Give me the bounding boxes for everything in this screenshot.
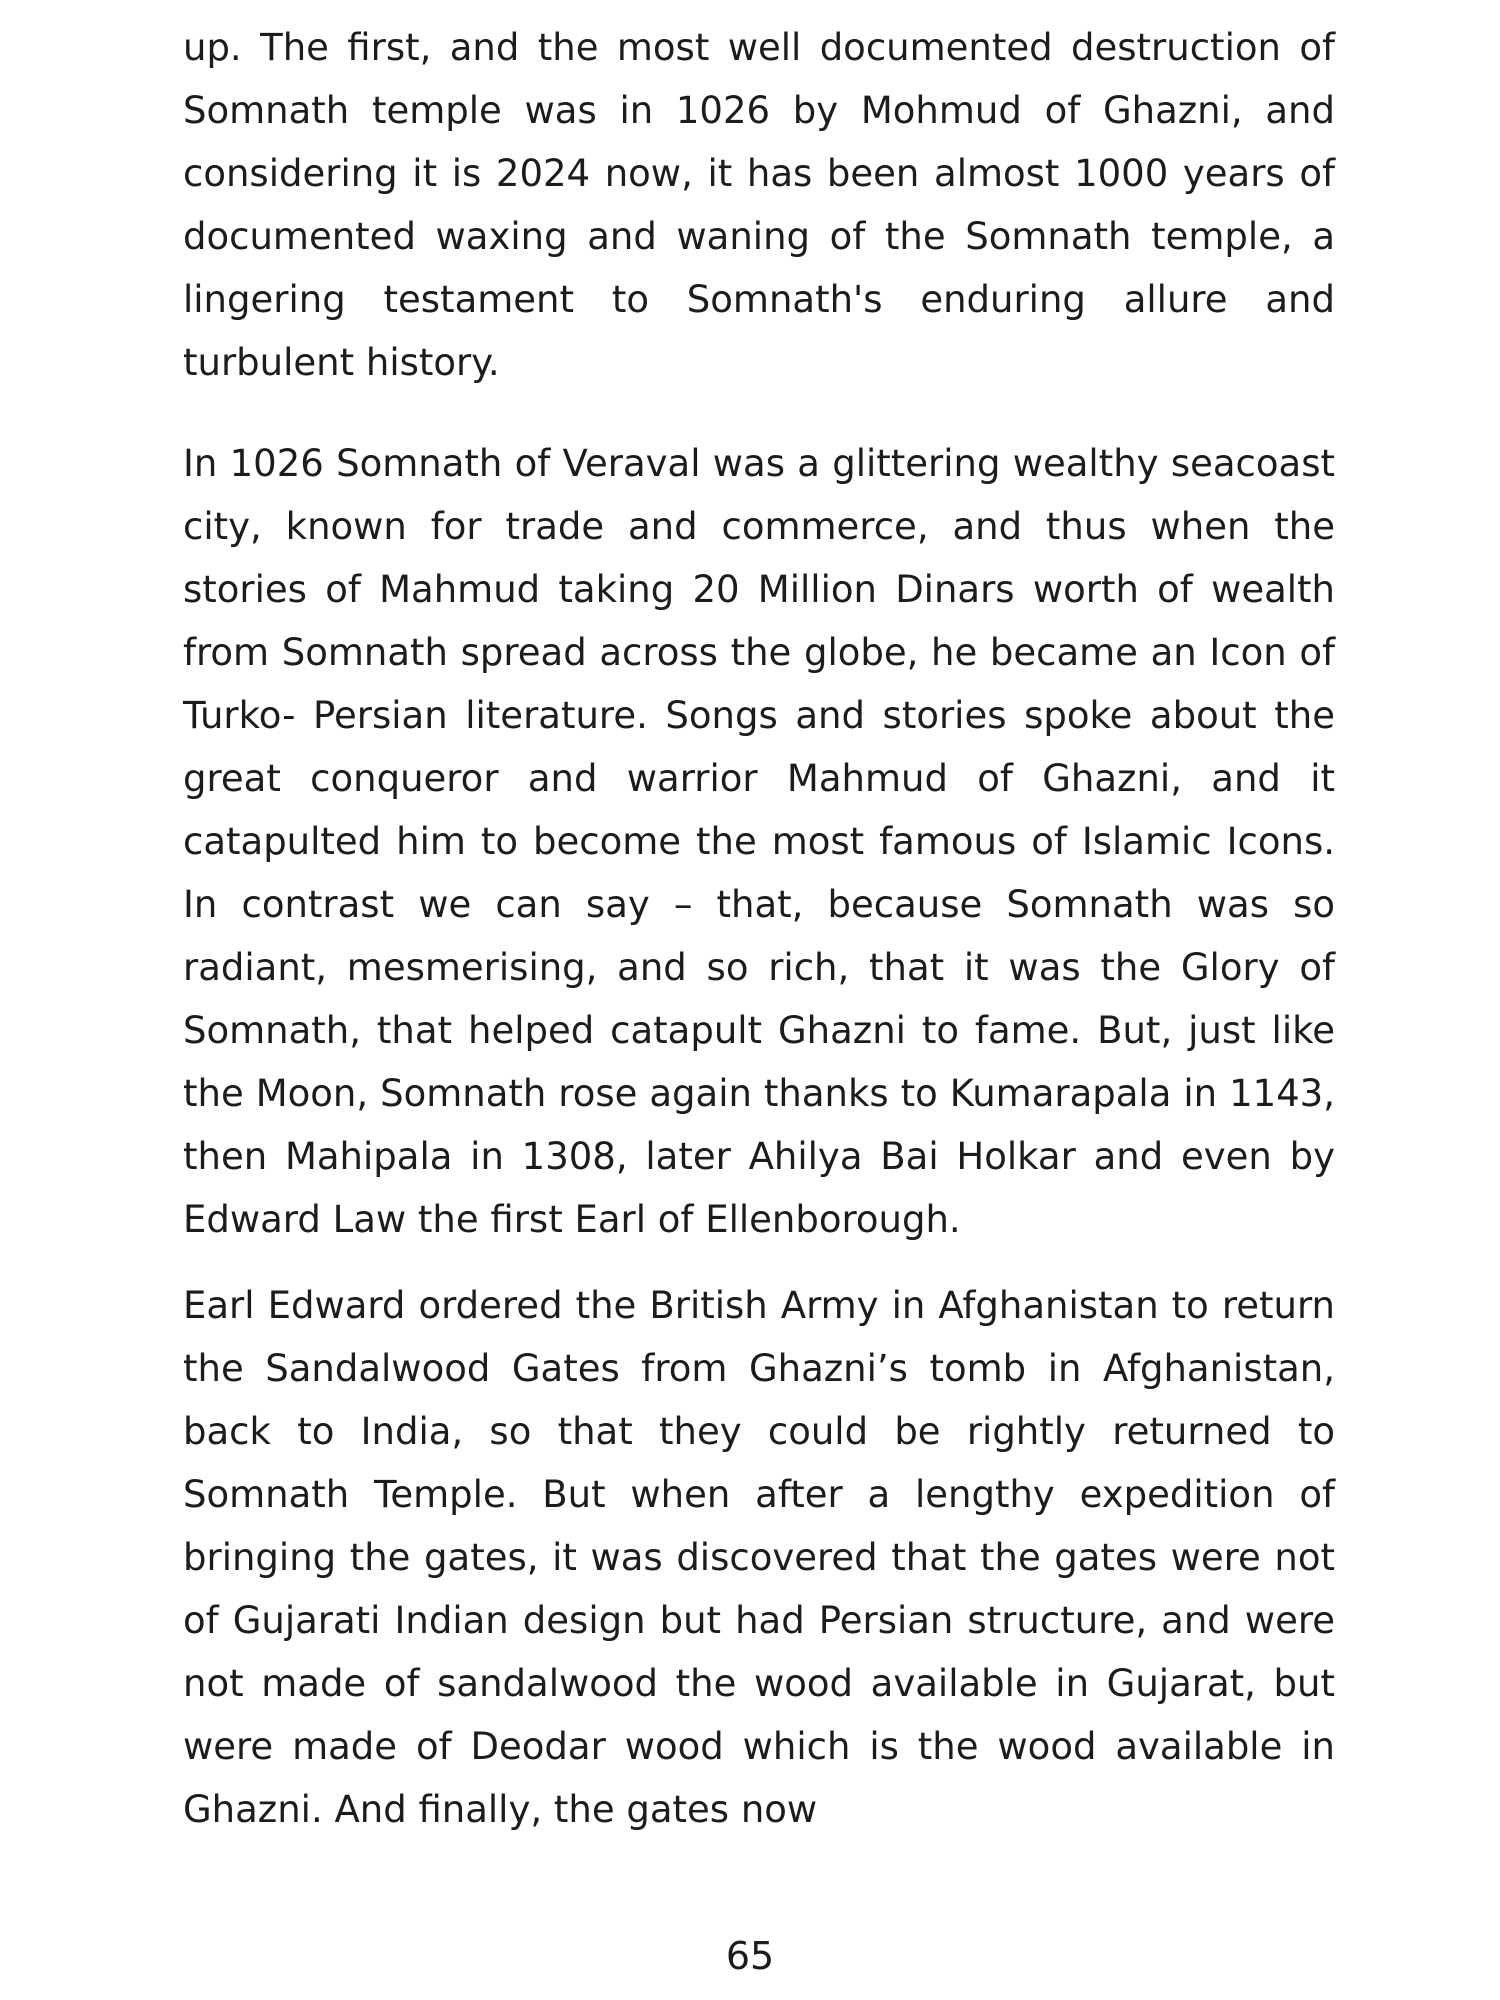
paragraph-1: up. The first, and the most well documented destruction of Somnath temple was in 1026 by Mohmud of Ghazni, and considering it is 2024 now, it has been almost 1000 years of documented waxing and waning of the Somnath temple, a lingering testament to Somnath's enduring allure and turbulent history. [183, 26, 1335, 384]
page-number: 65 [725, 1934, 775, 1978]
paragraph-3: Earl Edward ordered the British Army in Afghanistan to return the Sandalwood Gates from Ghazni’s tomb in Afghanistan, back to India, so that they could be rightly returned to Somnath Temple. But when after a lengthy expedition of bringing the gates, it was discovered that the gates were not of Gujarati Indian design but had Persian structure, and were not made of sandalwood the wood available in Gujarat, but were made of Deodar wood which is the wood available in Ghazni. And finally, the gates now [183, 1284, 1335, 1831]
paragraph-2: In 1026 Somnath of Veraval was a glittering wealthy seacoast city, known for trade and commerce, and thus when the stories of Mahmud taking 20 Million Dinars worth of wealth from Somnath spread across the globe, he became an Icon of Turko- Persian literature. Songs and stories spoke about the great conqueror and warrior Mahmud of Ghazni, and it catapulted him to become the most famous of Islamic Icons. In contrast we can say – that, because Somnath was so radiant, mesmerising, and so rich, that it was the Glory of Somnath, that helped catapult Ghazni to fame. But, just like the Moon, Somnath rose again thanks to Kumarapala in 1143, then Mahipala in 1308, later Ahilya Bai Holkar and even by Edward Law the first Earl of Ellenborough. [183, 442, 1335, 1241]
